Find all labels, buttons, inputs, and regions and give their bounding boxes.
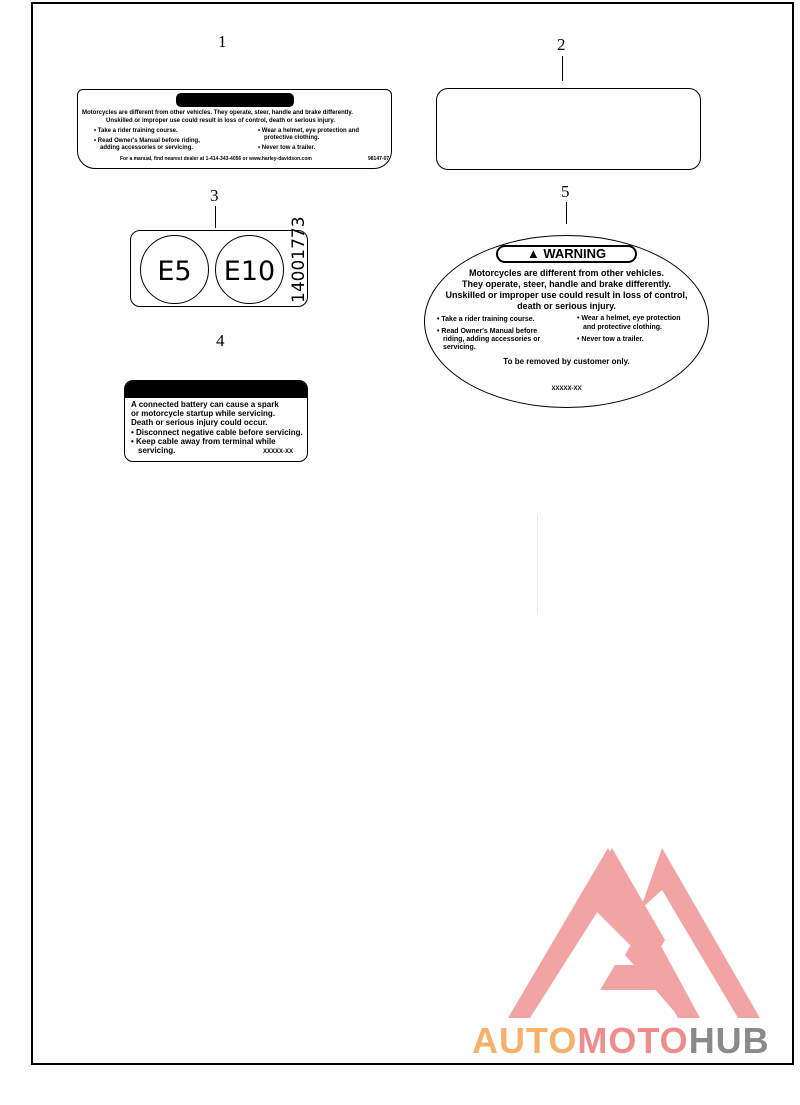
label-1-rider-warning <box>77 89 392 169</box>
label-4-line5: • Keep cable away from terminal while <box>131 437 276 446</box>
e10-text: E10 <box>223 256 276 287</box>
label-5-line1: Motorcycles are different from other vehicles. <box>468 268 665 278</box>
label-5-warning-oval <box>424 235 709 408</box>
label-5-line4: death or serious injury. <box>517 301 616 311</box>
label-5-line3: Unskilled or improper use could result in loss of control, <box>445 290 688 300</box>
label-1-bullet3a: • Wear a helmet, eye protection and <box>258 128 360 134</box>
warning-triangle-icon: ▲ <box>526 246 540 261</box>
label-5-left-bullet2: • Read Owner's Manual before <box>437 328 538 335</box>
watermark-auto: AUTO <box>472 1020 578 1061</box>
label-4-battery-warning <box>124 380 308 462</box>
label-5-part-number: XXXXX-XX <box>551 386 582 392</box>
callout-4: 4 <box>216 331 225 350</box>
e10-badge <box>215 235 284 304</box>
label-4-line6: servicing. <box>138 446 176 455</box>
label-5-left-bullet3: riding, adding accessories or <box>443 336 541 343</box>
callout-5: 5 <box>561 182 570 201</box>
label-1-bullet3b: protective clothing. <box>264 135 320 141</box>
label-4-line2: or motorcycle startup while servicing. <box>131 409 276 418</box>
watermark-moto: MOTO <box>577 1020 689 1061</box>
e5-text: E5 <box>157 256 192 287</box>
leader-line-2 <box>562 56 563 81</box>
watermark-text <box>472 1020 770 1062</box>
faint-scan-line <box>537 515 538 615</box>
label-4-line1: A connected battery can cause a spark <box>131 400 279 409</box>
label-5-right-bullet1: • Wear a helmet, eye protection <box>577 315 681 322</box>
label-1-line1: Motorcycles are different from other vehicles. They operate, steer, handle and brake differently. <box>82 110 353 116</box>
label-1-bullet1: • Take a rider training course. <box>94 128 178 134</box>
label-4-line3: Death or serious injury could occur. <box>131 418 268 427</box>
e5-badge <box>140 235 209 304</box>
label-3-part-number: 14001773 <box>289 216 309 303</box>
label-1-bullet4: • Never tow a trailer. <box>258 145 316 151</box>
label-4-line4: • Disconnect negative cable before servicing. <box>131 428 303 437</box>
label-1-bullet2b: adding accessories or servicing. <box>100 145 194 151</box>
label-1-header-bar <box>176 93 294 107</box>
label-5-line2: They operate, steer, handle and brake differently. <box>462 279 671 289</box>
callout-1: 1 <box>218 32 227 51</box>
label-5-right-bullet2: and protective clothing. <box>583 324 662 331</box>
label-4-part-number: XXXXX-XX <box>263 449 294 455</box>
label-5-right-bullet3: • Never tow a trailer. <box>577 336 644 343</box>
callout-3: 3 <box>210 186 219 205</box>
leader-line-5 <box>566 202 567 224</box>
warning-text: WARNING <box>543 246 607 261</box>
label-1-part-number: 98147-07 <box>368 156 390 162</box>
label-2-blank <box>436 88 701 170</box>
leader-line-3 <box>215 206 216 228</box>
label-1-bullet2a: • Read Owner's Manual before riding, <box>94 138 200 144</box>
label-5-left-bullet4: servicing. <box>443 344 476 351</box>
label-1-footer: For a manual, find nearest dealer at 1-414-343-4056 or www.harley-davidson.com <box>120 156 312 162</box>
watermark-hub: HUB <box>688 1020 770 1061</box>
label-1-line2: Unskilled or improper use could result in loss of control, death or serious injury. <box>106 118 335 124</box>
label-5-removal-note: To be removed by customer only. <box>503 357 630 366</box>
warning-banner <box>496 245 637 263</box>
label-3-fuel-label <box>130 216 309 307</box>
callout-2: 2 <box>557 35 566 54</box>
label-4-header-bar <box>125 381 307 398</box>
label-5-left-bullet1: • Take a rider training course. <box>437 316 535 323</box>
